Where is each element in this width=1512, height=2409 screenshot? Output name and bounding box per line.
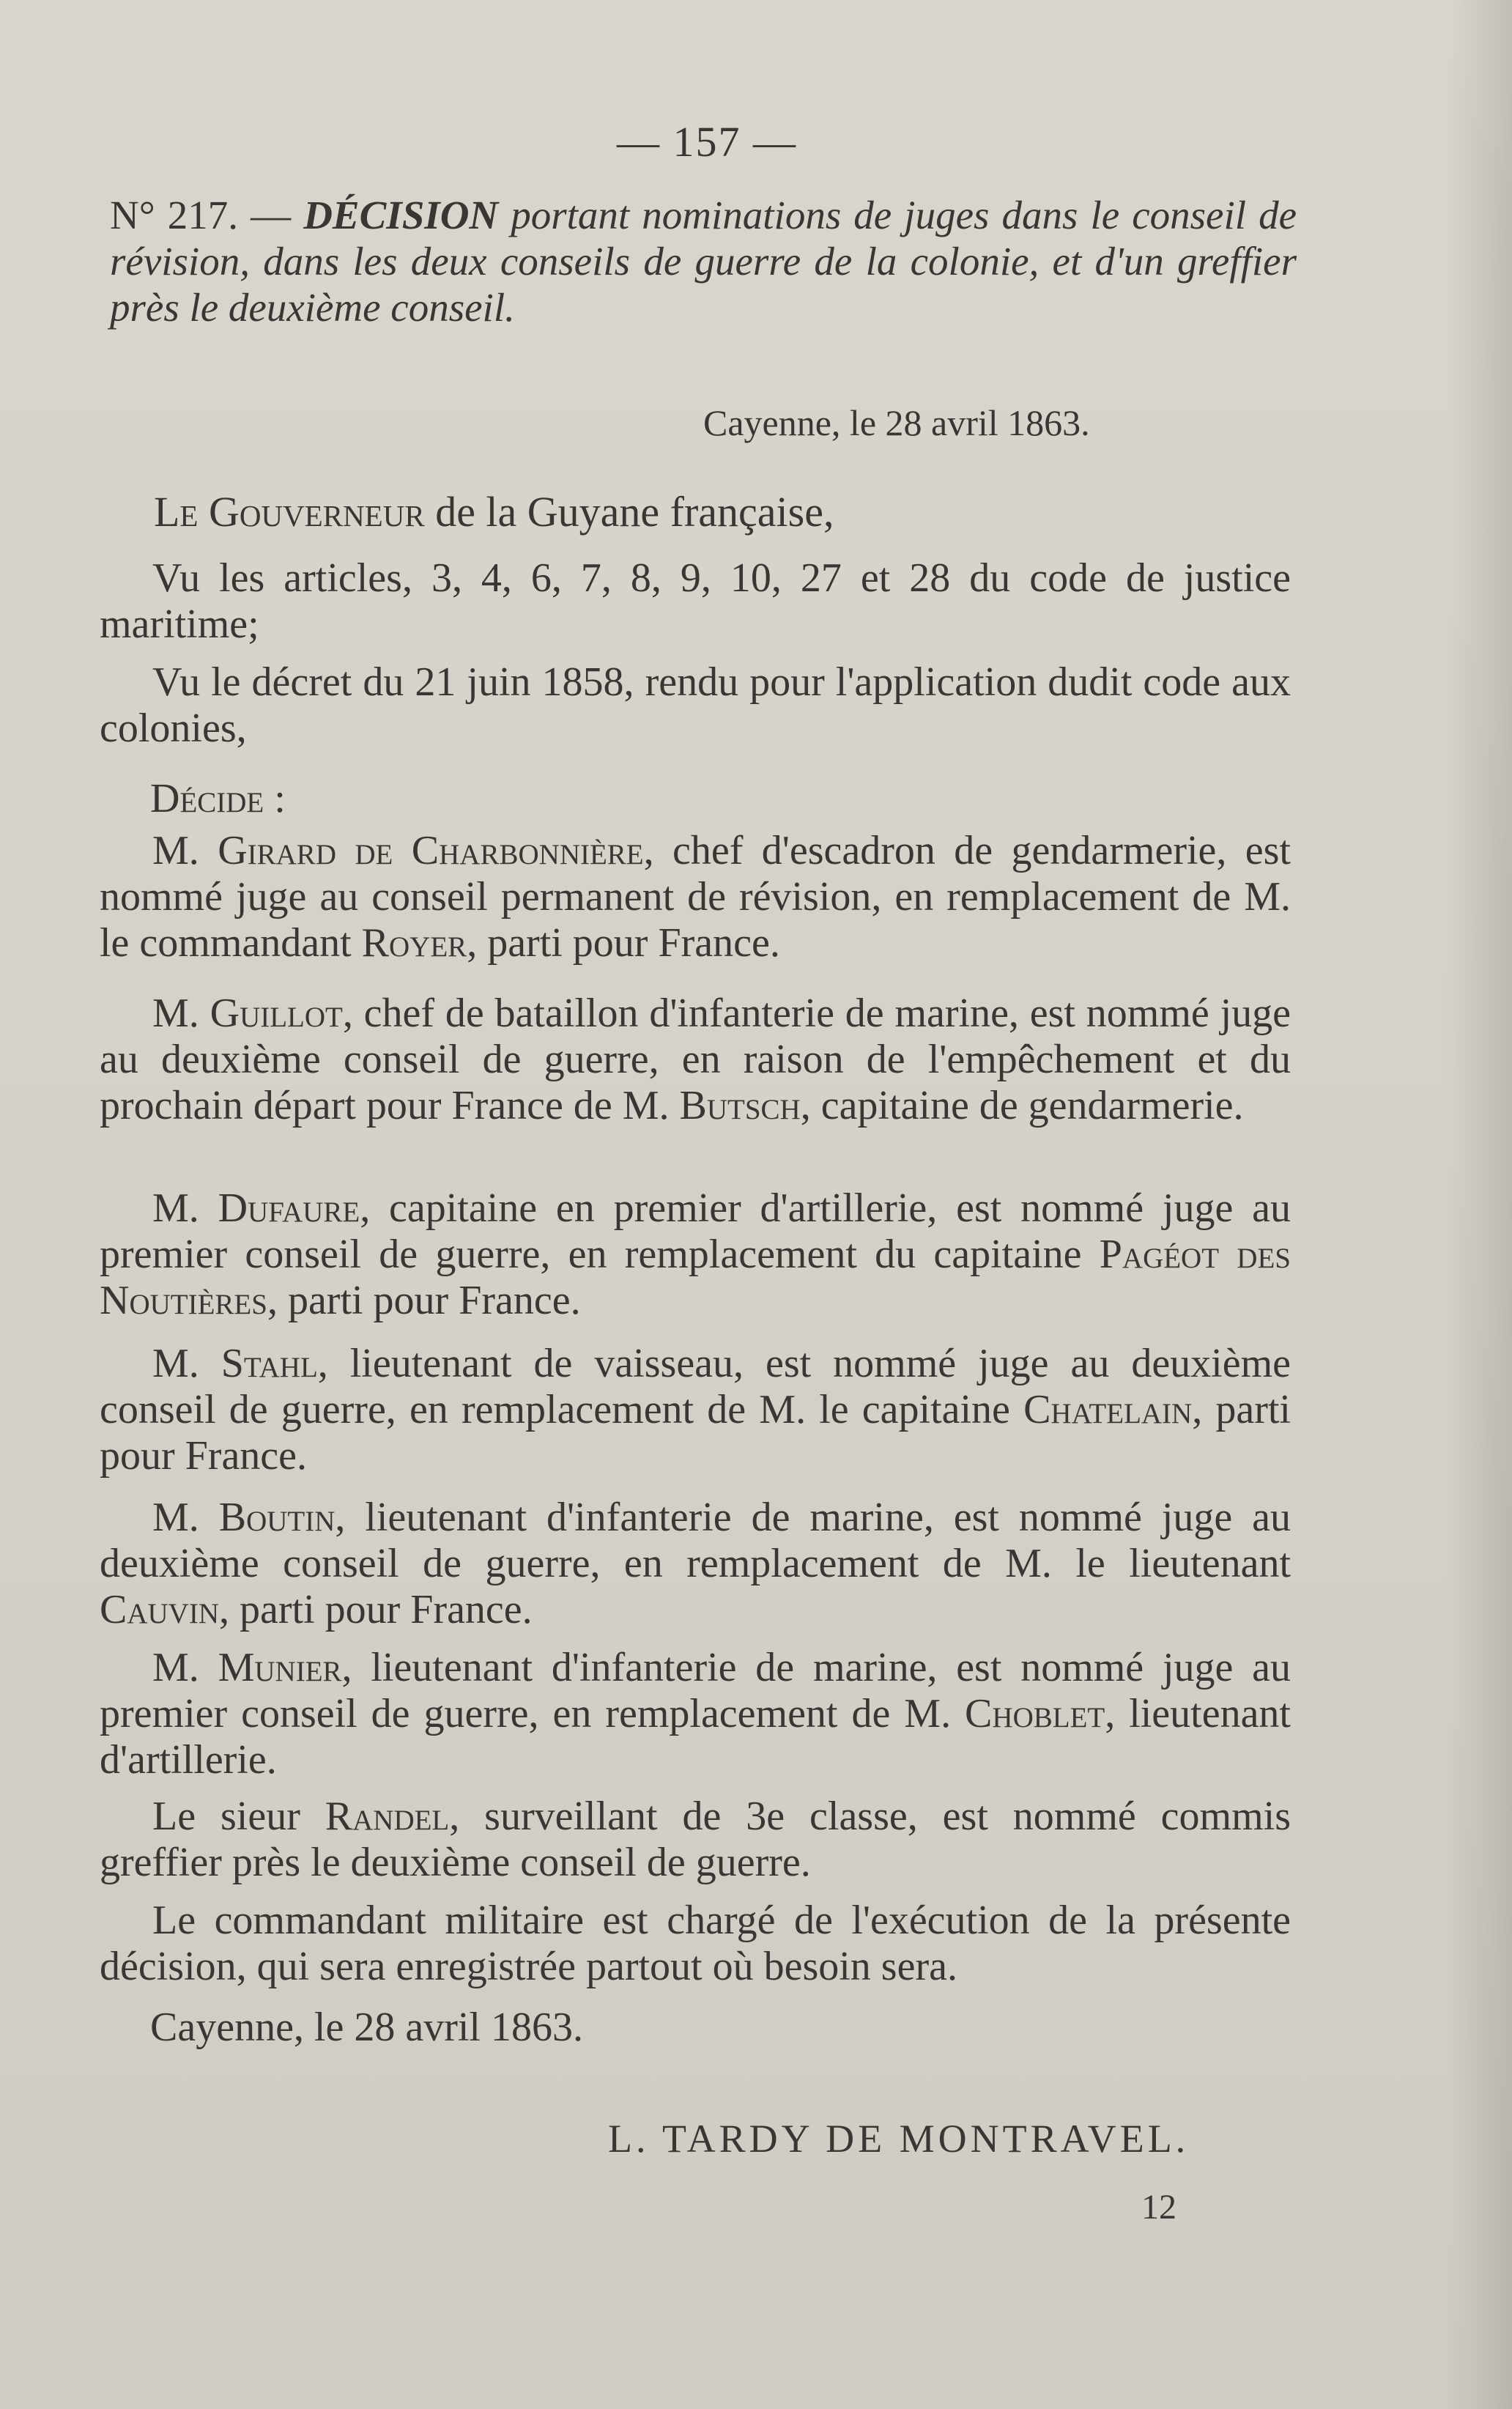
- governor-title: Le Gouverneur: [154, 488, 425, 536]
- text: M.: [152, 991, 210, 1036]
- paragraph-stahl: [100, 1341, 1291, 1479]
- text: , parti pour France.: [100, 1387, 1291, 1479]
- text: M.: [152, 1495, 219, 1540]
- text: , parti pour France.: [267, 1278, 581, 1323]
- person-name: Cauvin: [100, 1587, 219, 1632]
- consideration-2: Vu le décret du 21 juin 1858, rendu pour l'application dudit code aux colonies,: [100, 659, 1291, 751]
- signature: L. TARDY DE MONTRAVEL.: [608, 2117, 1190, 2161]
- text: Le sieur: [152, 1794, 325, 1839]
- consideration-1: Vu les articles, 3, 4, 6, 7, 8, 9, 10, 27 et 28 du code de justice maritime;: [100, 555, 1291, 647]
- text: , parti pour France.: [219, 1587, 533, 1632]
- text: , lieutenant de vaisseau, est nommé juge au deuxième conseil de guerre, en remplacement de M. le capitaine: [100, 1341, 1292, 1432]
- person-name: Boutin: [218, 1495, 336, 1540]
- closing-date: Cayenne, le 28 avril 1863.: [150, 2005, 583, 2050]
- text: , capitaine de gendarmerie.: [800, 1083, 1244, 1128]
- text: , capitaine en premier d'artillerie, est nommé juge au premier conseil de guerre, en remplacement du capitaine: [100, 1185, 1291, 1277]
- text: , surveillant de 3e classe, est nommé commis greffier près le deuxième conseil de guerre.: [100, 1794, 1292, 1885]
- decision-subject: portant nominations de juges dans le conseil de révision, dans les deux conseils de guerre de la colonie, et d'un greffier près le deuxième conseil.: [110, 193, 1297, 330]
- sheet-number: 12: [1141, 2188, 1176, 2227]
- dateline: Cayenne, le 28 avril 1863.: [703, 402, 1090, 443]
- person-name: Royer: [361, 920, 467, 966]
- person-name: Stahl: [220, 1341, 318, 1386]
- governor-line: [154, 487, 834, 536]
- text: , lieutenant d'artillerie.: [100, 1691, 1291, 1783]
- person-name: Guillot: [210, 991, 343, 1036]
- person-name: Choblet: [965, 1691, 1105, 1736]
- person-name: Pagéot des Noutières: [100, 1232, 1291, 1323]
- paragraph-munier: [100, 1645, 1291, 1783]
- decision-number: N° 217. —: [110, 193, 292, 237]
- text: M.: [152, 1645, 218, 1690]
- person-name: Munier: [218, 1645, 342, 1690]
- person-name: Randel: [325, 1794, 450, 1839]
- text: , lieutenant d'infanterie de marine, est nommé juge au deuxième conseil de guerre, en remplacement de M. le lieutenant: [100, 1495, 1291, 1586]
- decision-heading: [110, 192, 1297, 330]
- text: M.: [152, 828, 218, 873]
- paragraph-girard: [100, 828, 1291, 966]
- paragraph-dufaure: [100, 1185, 1291, 1324]
- paragraph-guillot: [100, 991, 1291, 1129]
- person-name: Butsch: [679, 1083, 801, 1128]
- text: , chef d'escadron de gendarmerie, est nommé juge au conseil permanent de révision, en remplacement de M. le commandant: [100, 828, 1291, 966]
- paragraph-boutin: [100, 1495, 1291, 1633]
- person-name: Chatelain: [1023, 1387, 1193, 1432]
- page-spine-shadow: [1446, 0, 1512, 2409]
- text: M.: [152, 1341, 221, 1386]
- text: M.: [152, 1185, 218, 1231]
- paragraph-execution: [100, 1898, 1291, 1990]
- text: Le commandant militaire est chargé de l'exécution de la présente décision, qui sera enregistrée partout où besoin sera.: [100, 1898, 1291, 1989]
- paragraph-randel: [100, 1794, 1291, 1886]
- text: , chef de bataillon d'infanterie de marine, est nommé juge au deuxième conseil de guerre, en raison de l'empêchement et du prochain départ pour France de M.: [100, 991, 1291, 1128]
- page-number: — 157 —: [617, 118, 797, 166]
- decide-label: Décide :: [150, 776, 286, 821]
- governor-rest: de la Guyane française,: [435, 488, 834, 536]
- person-name: Dufaure: [218, 1185, 360, 1231]
- text: , parti pour France.: [467, 920, 780, 966]
- decision-title: DÉCISION: [303, 193, 499, 237]
- text: , lieutenant d'infanterie de marine, est nommé juge au premier conseil de guerre, en remplacement de M.: [100, 1645, 1291, 1736]
- person-name: Girard de Charbonnière: [218, 828, 644, 873]
